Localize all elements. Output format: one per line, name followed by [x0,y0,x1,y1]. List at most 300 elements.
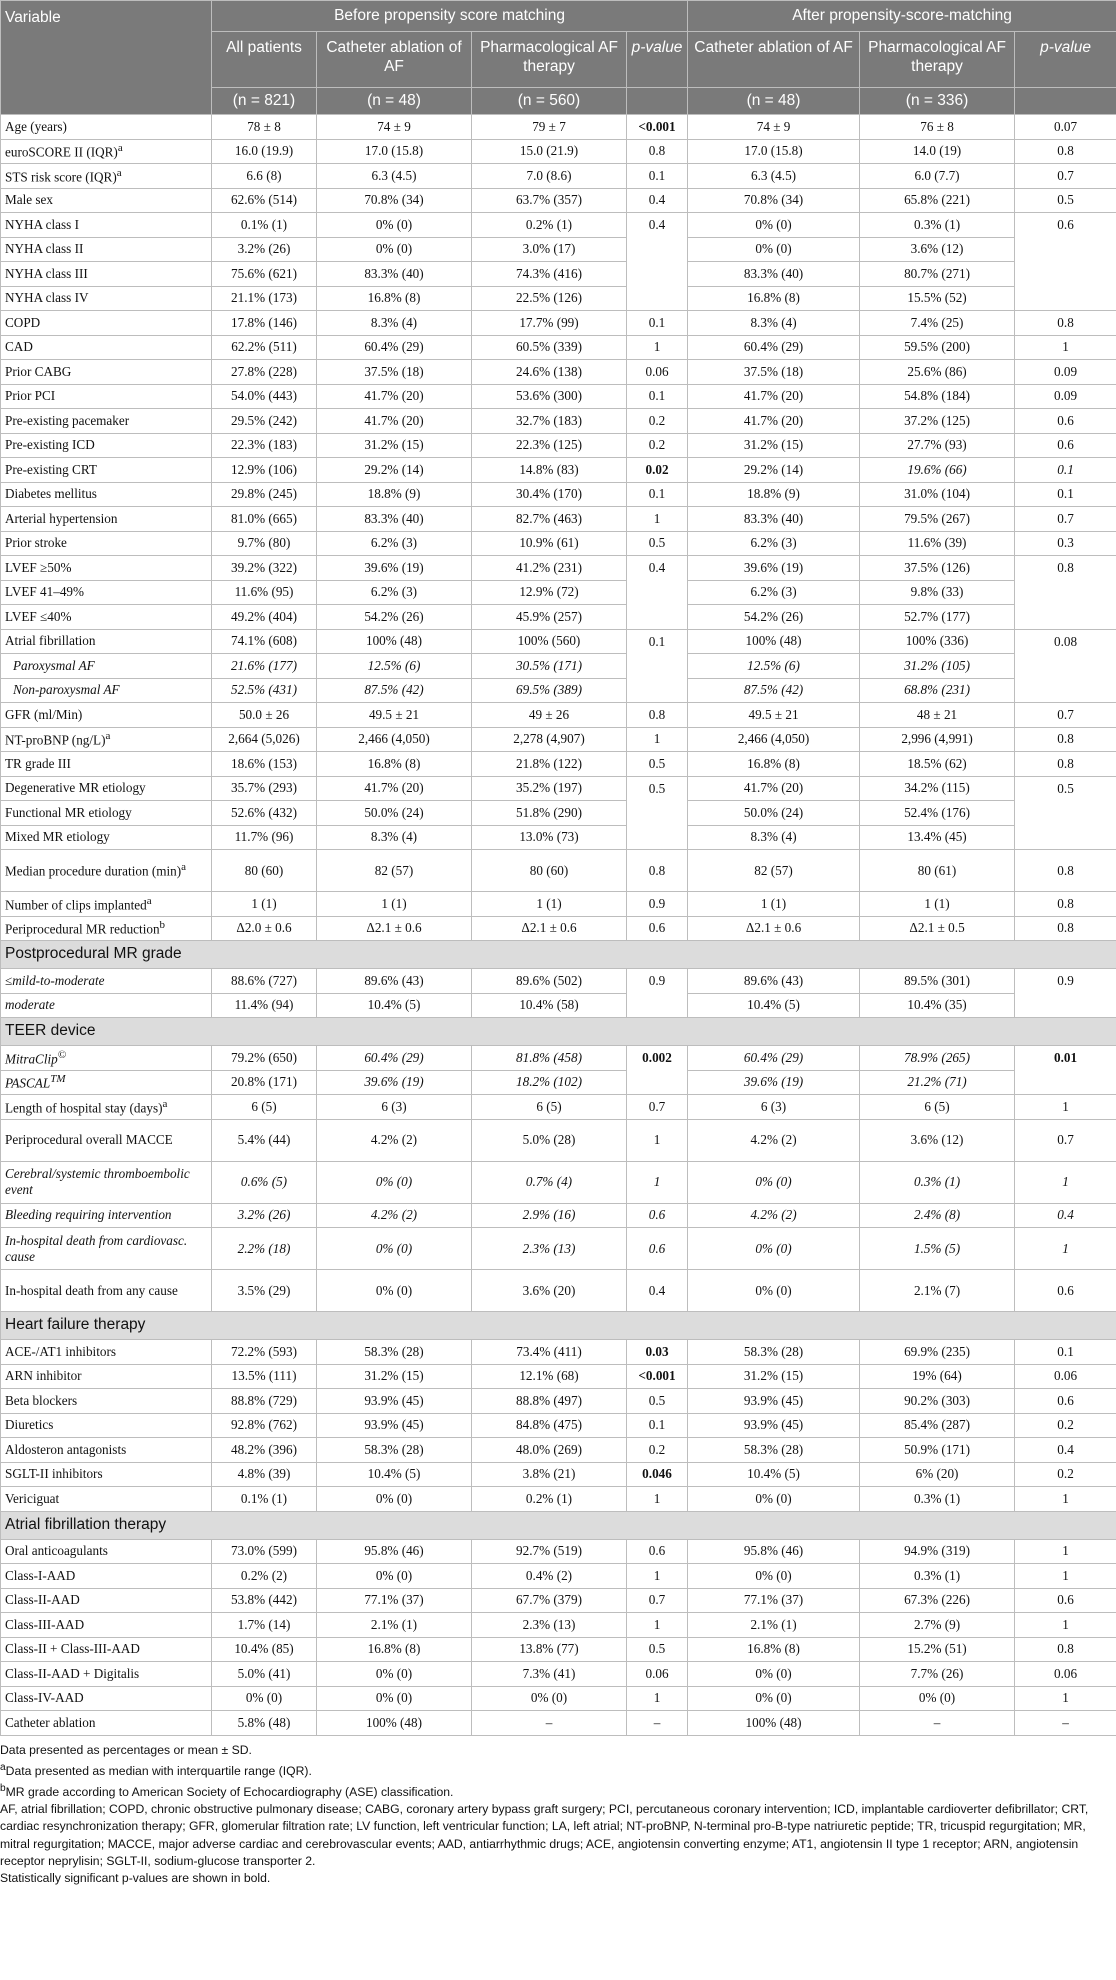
cell-pvalue-after: 0.7 [1015,507,1116,532]
cell-all: 54.0% (443) [212,384,317,409]
row-label-footnote-mark: a [181,861,187,874]
table-row [1,825,1116,850]
cell-ablation-after: 0% (0) [688,1270,860,1312]
cell-pvalue-before: 0.1 [627,311,688,336]
cell-all: 20.8% (171) [212,1070,317,1095]
cell-ablation-before: 12.5% (6) [317,654,472,679]
table-row [1,993,1116,1018]
row-label-footnote-mark: a [116,166,122,179]
cell-ablation-before: 83.3% (40) [317,262,472,287]
cell-pvalue-after: 0.8 [1015,850,1116,892]
row-label-text: moderate [5,997,55,1013]
row-label-text: LVEF ≥50% [5,559,72,575]
cell-ablation-after: 60.4% (29) [688,1046,860,1071]
cell-ablation-before: 2.1% (1) [317,1613,472,1638]
cell-ablation-after: 8.3% (4) [688,825,860,850]
table-row [1,605,1116,630]
cell-all: 5.0% (41) [212,1662,317,1687]
cell-ablation-after: 0% (0) [688,213,860,238]
cell-ablation-before: 2,466 (4,050) [317,727,472,752]
cell-ablation-after: 70.8% (34) [688,188,860,213]
cell-all: 74.1% (608) [212,629,317,654]
cell-ablation-before: 0% (0) [317,1270,472,1312]
cell-all: 49.2% (404) [212,605,317,630]
cell-pvalue-before: 0.4 [627,556,688,630]
cell-all: 62.2% (511) [212,335,317,360]
cell-pvalue-after: 0.01 [1015,1046,1116,1095]
cell-pvalue-before: 0.03 [627,1340,688,1365]
cell-pvalue-after: 0.1 [1015,482,1116,507]
cell-all: 1.7% (14) [212,1613,317,1638]
table-row [1,654,1116,679]
table-row [1,409,1116,434]
row-label [1,1711,212,1736]
cell-pharma-after: Δ2.1 ± 0.5 [860,916,1015,941]
cell-pvalue-before: 0.4 [627,1270,688,1312]
section-title: Postprocedural MR grade [1,941,1116,969]
section-row [1,1511,1116,1539]
cell-pvalue-before: – [627,1711,688,1736]
cell-pharma-before: 73.4% (411) [472,1340,627,1365]
cell-pharma-before: 53.6% (300) [472,384,627,409]
row-label [1,1613,212,1638]
table-row [1,335,1116,360]
cell-pvalue-after: 0.5 [1015,188,1116,213]
cell-all: 92.8% (762) [212,1413,317,1438]
cell-ablation-before: 6 (3) [317,1095,472,1120]
row-label-text: Diuretics [5,1417,54,1433]
row-label [1,213,212,238]
row-label-text: Cerebral/systemic thromboembolic event [5,1166,190,1197]
row-label [1,1070,212,1095]
cell-ablation-after: 95.8% (46) [688,1539,860,1564]
cell-pharma-after: 0.3% (1) [860,1487,1015,1512]
cell-pharma-before: 35.2% (197) [472,776,627,801]
cell-ablation-before: 8.3% (4) [317,825,472,850]
cell-all: 2.2% (18) [212,1228,317,1270]
cell-all: 52.5% (431) [212,678,317,703]
row-label-text: Class-I-AAD [5,1567,76,1583]
footnote-significance: Statistically significant p-values are shown in bold. [0,1871,271,1886]
table-row [1,1588,1116,1613]
cell-ablation-before: 39.6% (19) [317,1070,472,1095]
row-label [1,1539,212,1564]
row-label-text: Male sex [5,192,53,208]
cell-pharma-after: 15.5% (52) [860,286,1015,311]
cell-ablation-after: 93.9% (45) [688,1389,860,1414]
footnote-a-text: Data presented as median with interquartile range (IQR). [5,1763,312,1778]
row-label [1,286,212,311]
cell-all: 29.5% (242) [212,409,317,434]
cell-pharma-before: 24.6% (138) [472,360,627,385]
cell-ablation-after: 4.2% (2) [688,1119,860,1161]
cell-pharma-after: 10.4% (35) [860,993,1015,1018]
cell-pvalue-before: 0.8 [627,139,688,164]
row-label [1,139,212,164]
cell-pharma-before: – [472,1711,627,1736]
cell-pharma-before: 79 ± 7 [472,115,627,140]
cell-ablation-after: 93.9% (45) [688,1413,860,1438]
cell-pharma-before: 88.8% (497) [472,1389,627,1414]
cell-pvalue-before: 0.1 [627,384,688,409]
row-label [1,482,212,507]
cell-all: 0.2% (2) [212,1564,317,1589]
cell-ablation-before: 39.6% (19) [317,556,472,581]
row-label-footnote-mark: TM [50,1073,66,1086]
section-title: TEER device [1,1018,1116,1046]
cell-pvalue-after: 0.3 [1015,531,1116,556]
cell-pharma-before: 51.8% (290) [472,801,627,826]
cell-ablation-after: 39.6% (19) [688,556,860,581]
cell-pharma-after: 1.5% (5) [860,1228,1015,1270]
table-row [1,1564,1116,1589]
row-label [1,1662,212,1687]
cell-pharma-after: 65.8% (221) [860,188,1015,213]
cell-all: 52.6% (432) [212,801,317,826]
cell-pharma-before: 1 (1) [472,892,627,917]
cell-pvalue-before: 0.4 [627,188,688,213]
row-label [1,262,212,287]
cell-ablation-before: 8.3% (4) [317,311,472,336]
row-label [1,993,212,1018]
row-label [1,1270,212,1312]
cell-ablation-before: 83.3% (40) [317,507,472,532]
row-label [1,850,212,892]
row-label-text: Oral anticoagulants [5,1543,108,1559]
header-n-ablation-before: (n = 48) [317,88,472,115]
cell-ablation-before: 70.8% (34) [317,188,472,213]
cell-ablation-after: 6.2% (3) [688,531,860,556]
cell-pvalue-before: 0.06 [627,1662,688,1687]
row-label-footnote-mark: a [146,894,152,907]
cell-pharma-before: 2.3% (13) [472,1228,627,1270]
row-label [1,556,212,581]
cell-pharma-after: 59.5% (200) [860,335,1015,360]
cell-pvalue-after: 1 [1015,1487,1116,1512]
cell-pharma-after: 50.9% (171) [860,1438,1015,1463]
cell-ablation-before: 6.2% (3) [317,531,472,556]
cell-pharma-after: 90.2% (303) [860,1389,1015,1414]
cell-pvalue-before: 1 [627,507,688,532]
table-row [1,213,1116,238]
header-col-ablation-before: Catheter ablation of AF [317,32,472,88]
cell-pvalue-after: 0.8 [1015,1637,1116,1662]
cell-pharma-before: 0% (0) [472,1686,627,1711]
cell-pvalue-after: 0.06 [1015,1364,1116,1389]
cell-pharma-after: 15.2% (51) [860,1637,1015,1662]
cell-pvalue-before: 0.6 [627,1203,688,1228]
cell-pvalue-after: 0.6 [1015,1389,1116,1414]
header-n-pharma-after: (n = 336) [860,88,1015,115]
cell-all: 88.6% (727) [212,969,317,994]
header-n-pvalue-after [1015,88,1116,115]
table-row [1,507,1116,532]
cell-pharma-before: 0.7% (4) [472,1161,627,1203]
row-label-text: Non-paroxysmal AF [13,682,120,698]
cell-pharma-before: 30.5% (171) [472,654,627,679]
cell-pharma-after: 31.2% (105) [860,654,1015,679]
header-col-ablation-after: Catheter ablation of AF [688,32,860,88]
cell-ablation-before: 58.3% (28) [317,1340,472,1365]
cell-pharma-before: 22.5% (126) [472,286,627,311]
cell-ablation-after: 54.2% (26) [688,605,860,630]
row-label [1,164,212,189]
cell-ablation-after: 74 ± 9 [688,115,860,140]
cell-pharma-after: 80.7% (271) [860,262,1015,287]
cell-pvalue-after: 0.5 [1015,776,1116,850]
cell-pharma-before: 22.3% (125) [472,433,627,458]
row-label-text: MitraClip [5,1051,58,1067]
row-label-text: Functional MR etiology [5,804,132,820]
cell-all: 9.7% (80) [212,531,317,556]
cell-pharma-after: 89.5% (301) [860,969,1015,994]
cell-pvalue-after: 1 [1015,1539,1116,1564]
header-variable: Variable [1,1,212,115]
table-row [1,678,1116,703]
table-row [1,556,1116,581]
cell-pharma-before: 3.8% (21) [472,1462,627,1487]
cell-pharma-after: 3.6% (12) [860,237,1015,262]
cell-all: 79.2% (650) [212,1046,317,1071]
cell-ablation-before: 82 (57) [317,850,472,892]
cell-pvalue-before: <0.001 [627,115,688,140]
table-header [1,1,1116,115]
cell-pvalue-after: 0.7 [1015,1119,1116,1161]
row-label-text: Pre-existing ICD [5,437,95,453]
table-row [1,1270,1116,1312]
cell-ablation-after: 0% (0) [688,1564,860,1589]
row-label-text: Median procedure duration (min) [5,863,182,879]
footnote-b-mark: b [0,1782,6,1794]
table-row [1,1340,1116,1365]
row-label [1,433,212,458]
section-row [1,1018,1116,1046]
cell-ablation-after: 77.1% (37) [688,1588,860,1613]
cell-pvalue-before: 0.1 [627,482,688,507]
cell-pharma-before: 82.7% (463) [472,507,627,532]
row-label-footnote-mark: a [162,1097,168,1110]
cell-ablation-before: 18.8% (9) [317,482,472,507]
row-label-text: Class-II + Class-III-AAD [5,1641,140,1657]
cell-ablation-after: 49.5 ± 21 [688,703,860,728]
cell-ablation-before: 54.2% (26) [317,605,472,630]
cell-pharma-before: 32.7% (183) [472,409,627,434]
table-row [1,1662,1116,1687]
cell-all: 21.6% (177) [212,654,317,679]
table-row [1,433,1116,458]
row-label [1,384,212,409]
cell-pharma-before: 84.8% (475) [472,1413,627,1438]
row-label [1,409,212,434]
cell-ablation-before: 6.2% (3) [317,580,472,605]
cell-ablation-after: 0% (0) [688,1161,860,1203]
cell-ablation-before: 4.2% (2) [317,1119,472,1161]
cell-pharma-before: 63.7% (357) [472,188,627,213]
cell-pvalue-after: 0.7 [1015,164,1116,189]
cell-ablation-after: 18.8% (9) [688,482,860,507]
row-label-footnote-mark: b [159,919,166,932]
cell-pharma-after: 0.3% (1) [860,1564,1015,1589]
cell-ablation-after: 2.1% (1) [688,1613,860,1638]
cell-all: 17.8% (146) [212,311,317,336]
cell-pvalue-before: 0.5 [627,1389,688,1414]
cell-ablation-after: 58.3% (28) [688,1340,860,1365]
row-label [1,115,212,140]
row-label-text: GFR (ml/Min) [5,706,83,722]
table-row [1,892,1116,917]
cell-ablation-before: 58.3% (28) [317,1438,472,1463]
cell-ablation-before: 16.8% (8) [317,286,472,311]
cell-ablation-before: 60.4% (29) [317,335,472,360]
row-label-text: NT-proBNP (ng/L) [5,732,106,748]
cell-pharma-after: 100% (336) [860,629,1015,654]
cell-ablation-before: 10.4% (5) [317,993,472,1018]
cell-pvalue-before: 0.046 [627,1462,688,1487]
cell-pharma-after: 85.4% (287) [860,1413,1015,1438]
cell-pvalue-after: 0.8 [1015,311,1116,336]
cell-ablation-before: 49.5 ± 21 [317,703,472,728]
footnote-a-mark: a [0,1761,6,1773]
row-label [1,1095,212,1120]
cell-pvalue-after: 0.07 [1015,115,1116,140]
header-n-pharma-before: (n = 560) [472,88,627,115]
row-label-text: Catheter ablation [5,1714,96,1730]
cell-pharma-before: 80 (60) [472,850,627,892]
table-row [1,482,1116,507]
cell-pharma-before: 7.3% (41) [472,1662,627,1687]
table-row [1,580,1116,605]
row-label-text: Vericiguat [5,1490,60,1506]
table-row [1,1389,1116,1414]
cell-pvalue-after: 1 [1015,1686,1116,1711]
row-label [1,1389,212,1414]
row-label-text: ACE-/AT1 inhibitors [5,1343,116,1359]
cell-pharma-after: 6% (20) [860,1462,1015,1487]
cell-pvalue-before: 0.5 [627,531,688,556]
cell-ablation-after: 39.6% (19) [688,1070,860,1095]
cell-pvalue-after: 0.2 [1015,1462,1116,1487]
cell-all: 88.8% (729) [212,1389,317,1414]
header-col-pharma-before: Pharmacological AF therapy [472,32,627,88]
cell-pvalue-before: 0.2 [627,433,688,458]
cell-pharma-after: 69.9% (235) [860,1340,1015,1365]
cell-pharma-after: 7.7% (26) [860,1662,1015,1687]
cell-pharma-after: 9.8% (33) [860,580,1015,605]
table-row [1,164,1116,189]
cell-all: 48.2% (396) [212,1438,317,1463]
cell-pharma-before: 21.8% (122) [472,752,627,777]
table-row [1,1203,1116,1228]
cell-pharma-after: 54.8% (184) [860,384,1015,409]
footnote-general: Data presented as percentages or mean ± SD. [0,1742,252,1757]
table-row [1,801,1116,826]
cell-ablation-after: 83.3% (40) [688,507,860,532]
cell-pvalue-before: 1 [627,1686,688,1711]
row-label-text: Aldosteron antagonists [5,1441,127,1457]
cell-ablation-after: 2,466 (4,050) [688,727,860,752]
row-label-text: Diabetes mellitus [5,486,97,502]
cell-pharma-after: 0% (0) [860,1686,1015,1711]
cell-ablation-before: 41.7% (20) [317,776,472,801]
cell-pvalue-after: 0.8 [1015,727,1116,752]
table-row [1,1462,1116,1487]
cell-pharma-after: 11.6% (39) [860,531,1015,556]
row-label [1,311,212,336]
cell-pvalue-before: 1 [627,1487,688,1512]
cell-pharma-after: 2.4% (8) [860,1203,1015,1228]
cell-pvalue-before: 0.6 [627,1228,688,1270]
cell-pharma-before: 81.8% (458) [472,1046,627,1071]
cell-ablation-before: 0% (0) [317,1662,472,1687]
table-row [1,727,1116,752]
cell-all: 81.0% (665) [212,507,317,532]
cell-pvalue-after: 0.6 [1015,1588,1116,1613]
row-label [1,776,212,801]
cell-all: 3.2% (26) [212,237,317,262]
cell-pvalue-after: 0.4 [1015,1438,1116,1463]
cell-pvalue-after: 0.9 [1015,969,1116,1018]
cell-pharma-after: 25.6% (86) [860,360,1015,385]
cell-ablation-after: 37.5% (18) [688,360,860,385]
cell-ablation-before: 0% (0) [317,1564,472,1589]
cell-ablation-after: 0% (0) [688,1662,860,1687]
cell-pharma-after: – [860,1711,1015,1736]
cell-ablation-before: 4.2% (2) [317,1203,472,1228]
cell-pvalue-after: 0.8 [1015,892,1116,917]
cell-pharma-before: Δ2.1 ± 0.6 [472,916,627,941]
row-label [1,1161,212,1203]
table-row [1,458,1116,483]
cell-pvalue-before: 1 [627,335,688,360]
cell-ablation-after: 16.8% (8) [688,1637,860,1662]
cell-all: 39.2% (322) [212,556,317,581]
table-body [1,115,1116,1736]
cell-ablation-after: 89.6% (43) [688,969,860,994]
cell-ablation-before: 16.8% (8) [317,1637,472,1662]
row-label-footnote-mark: a [105,730,111,743]
row-label [1,335,212,360]
cell-pharma-after: 13.4% (45) [860,825,1015,850]
cell-ablation-after: 10.4% (5) [688,993,860,1018]
cell-all: 29.8% (245) [212,482,317,507]
cell-ablation-before: 0% (0) [317,1686,472,1711]
cell-ablation-before: 37.5% (18) [317,360,472,385]
cell-ablation-after: 31.2% (15) [688,433,860,458]
row-label-text: PASCAL [5,1075,51,1091]
cell-all: 80 (60) [212,850,317,892]
cell-pvalue-before: <0.001 [627,1364,688,1389]
cell-pharma-after: 80 (61) [860,850,1015,892]
table-row [1,1686,1116,1711]
cell-ablation-after: 87.5% (42) [688,678,860,703]
header-col-pvalue-after: p-value [1015,32,1116,88]
table-row [1,1487,1116,1512]
row-label-footnote-mark: a [117,142,123,155]
cell-ablation-before: 16.8% (8) [317,752,472,777]
cell-pharma-before: 0.4% (2) [472,1564,627,1589]
cell-ablation-after: 17.0 (15.8) [688,139,860,164]
cell-pvalue-before: 0.9 [627,892,688,917]
cell-pvalue-before: 0.02 [627,458,688,483]
cell-ablation-after: 0% (0) [688,1487,860,1512]
row-label-text: Class-II-AAD [5,1592,80,1608]
cell-ablation-before: 31.2% (15) [317,433,472,458]
cell-pharma-before: 49 ± 26 [472,703,627,728]
section-title: Heart failure therapy [1,1312,1116,1340]
cell-ablation-after: 0% (0) [688,1228,860,1270]
row-label-text: Number of clips implanted [5,897,147,913]
table-row [1,1119,1116,1161]
